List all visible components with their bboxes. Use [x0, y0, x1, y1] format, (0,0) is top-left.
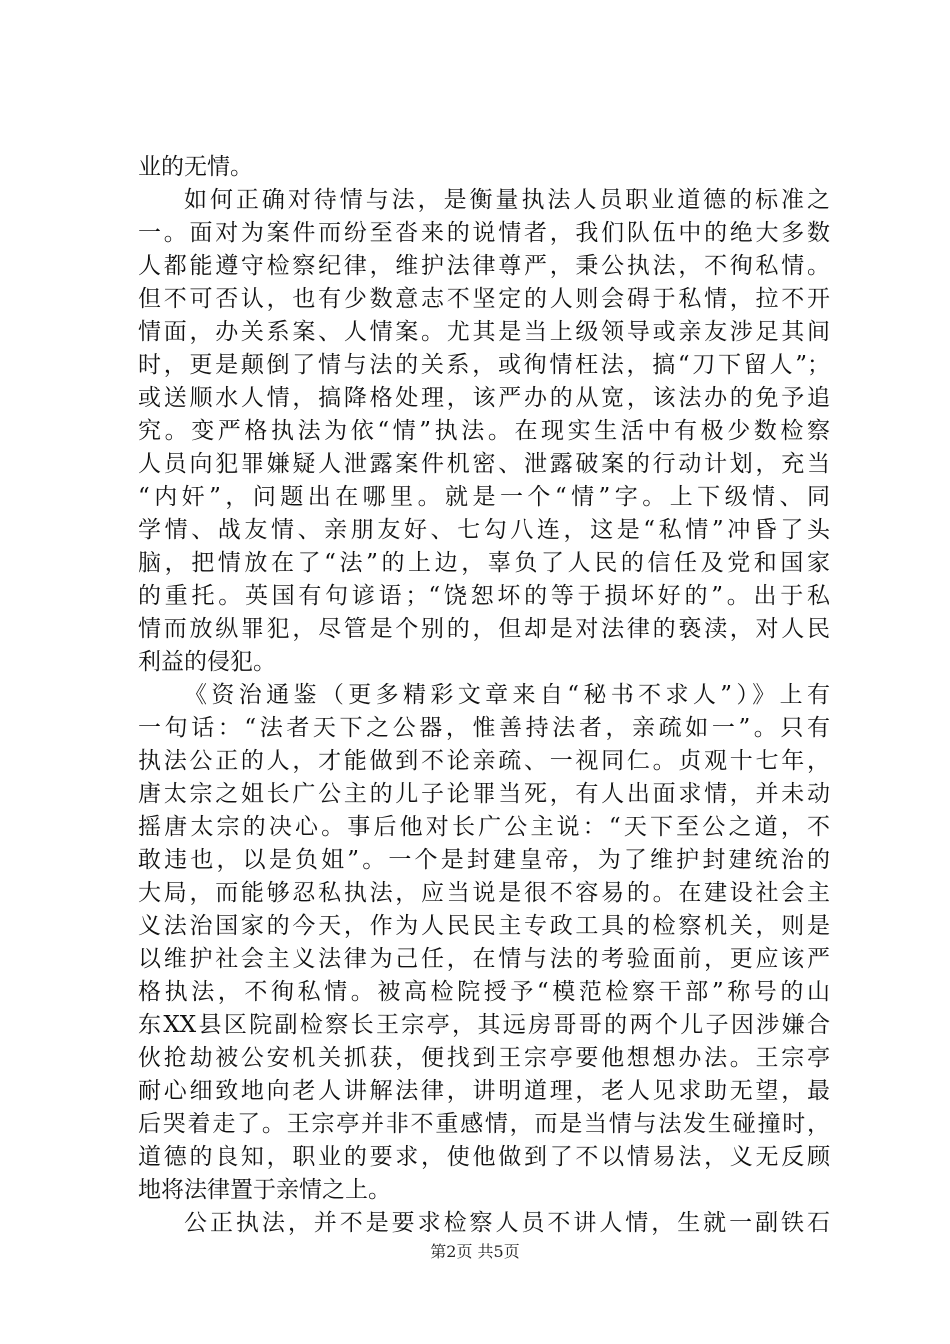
- text-line: 究。变严格执法为依“情”执法。在现实生活中有极少数检察: [138, 418, 830, 444]
- text-line: 如何正确对待情与法，是衡量执法人员职业道德的标准之: [184, 187, 830, 213]
- text-line: 以维护社会主义法律为己任，在情与法的考验面前，更应该严: [138, 946, 830, 972]
- body-text: [138, 151, 830, 1240]
- text-line: 人都能遵守检察纪律，维护法律尊严，秉公执法，不徇私情。: [138, 253, 830, 279]
- text-line: “内奸”，问题出在哪里。就是一个“情”字。上下级情、同: [138, 484, 830, 510]
- text-line: 或送顺水人情，搞降格处理，该严办的从宽，该法办的免予追: [138, 385, 830, 411]
- text-line: 耐心细致地向老人讲解法律，讲明道理，老人见求助无望，最: [138, 1078, 830, 1104]
- text-line: 唐太宗之姐长广公主的儿子论罪当死，有人出面求情，并未动: [138, 781, 830, 807]
- text-line: 人员向犯罪嫌疑人泄露案件机密、泄露破案的行动计划，充当: [138, 451, 830, 477]
- text-line: 后哭着走了。王宗亭并非不重感情，而是当情与法发生碰撞时，: [138, 1111, 830, 1137]
- text-line: 道德的良知，职业的要求，使他做到了不以情易法，义无反顾: [138, 1144, 830, 1170]
- text-line: 一句话：“法者天下之公器，惟善持法者，亲疏如一”。只有: [138, 715, 830, 741]
- text-line: 业的无情。: [138, 154, 253, 180]
- text-line: 公正执法，并不是要求检察人员不讲人情，生就一副铁石: [184, 1210, 830, 1236]
- text-line: 摇唐太宗的决心。事后他对长广公主说：“天下至公之道，不: [138, 814, 830, 840]
- text-line: 情面，办关系案、人情案。尤其是当上级领导或亲友涉足其间: [138, 319, 830, 345]
- text-line: 格执法，不徇私情。被高检院授予“模范检察干部”称号的山: [138, 979, 830, 1005]
- text-line: 学情、战友情、亲朋友好、七勾八连，这是“私情”冲昏了头: [138, 517, 830, 543]
- text-line: 东XX县区院副检察长王宗亭，其远房哥哥的两个儿子因涉嫌合: [138, 1012, 830, 1038]
- text-line: 义法治国家的今天，作为人民民主专政工具的检察机关，则是: [138, 913, 830, 939]
- text-line: 利益的侵犯。: [138, 649, 276, 675]
- text-line: 的重托。英国有句谚语；“饶恕坏的等于损坏好的”。出于私: [138, 583, 830, 609]
- text-line: 一。面对为案件而纷至沓来的说情者，我们队伍中的绝大多数: [138, 220, 830, 246]
- text-line: 伙抢劫被公安机关抓获，便找到王宗亭要他想想办法。王宗亭: [138, 1045, 830, 1071]
- text-line: 《资治通鉴（更多精彩文章来自“秘书不求人”）》上有: [184, 682, 830, 708]
- text-line: 情而放纵罪犯，尽管是个别的，但却是对法律的亵渎，对人民: [138, 616, 830, 642]
- text-line: 但不可否认，也有少数意志不坚定的人则会碍于私情，拉不开: [138, 286, 830, 312]
- text-line: 执法公正的人，才能做到不论亲疏、一视同仁。贞观十七年，: [138, 748, 830, 774]
- text-line: 脑，把情放在了“法”的上边，辜负了人民的信任及党和国家: [138, 550, 830, 576]
- text-line: 敢违也，以是负姐”。一个是封建皇帝，为了维护封建统治的: [138, 847, 830, 873]
- text-line: 大局，而能够忍私执法，应当说是很不容易的。在建设社会主: [138, 880, 830, 906]
- page-footer: 第2页 共5页: [430, 1242, 520, 1261]
- text-line: 地将法律置于亲情之上。: [138, 1177, 391, 1203]
- text-line: 时，更是颠倒了情与法的关系，或徇情枉法，搞“刀下留人”；: [138, 352, 830, 378]
